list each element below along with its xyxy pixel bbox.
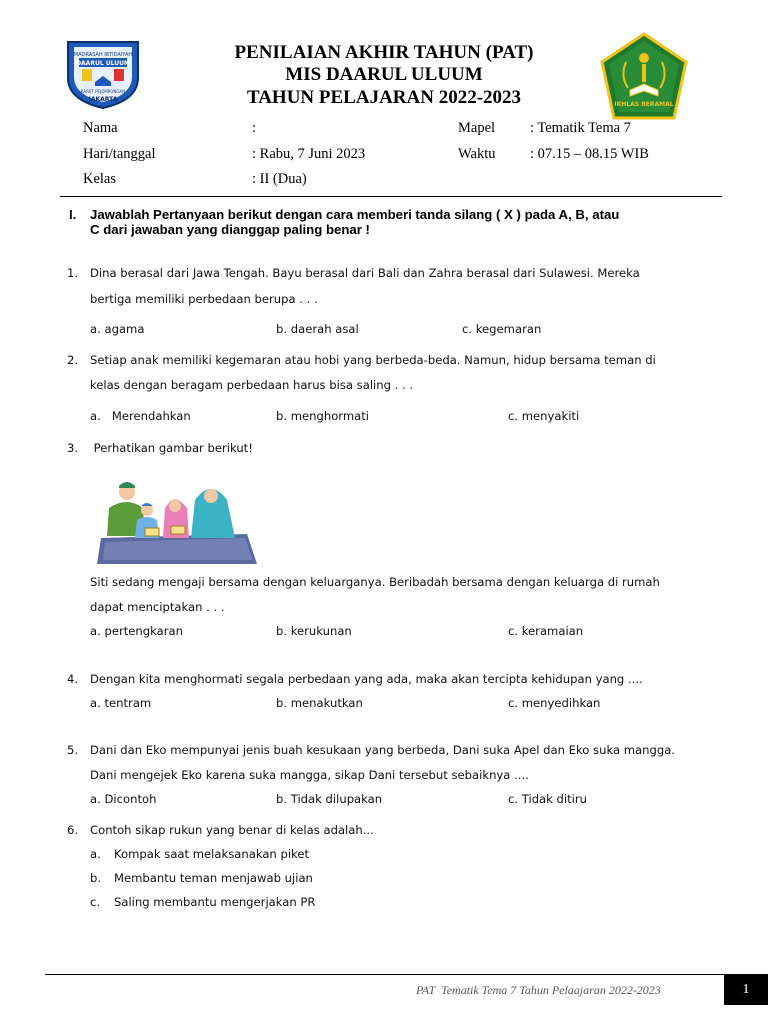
- question-1-line-1: Dina berasal dari Jawa Tengah. Bayu berasal dari Bali dan Zahra berasal dari Sulawesi. Mereka: [90, 266, 640, 280]
- kelas-value: : II (Dua): [252, 171, 307, 187]
- nama-label: Nama: [83, 120, 118, 136]
- question-5-option-a[interactable]: a. Dicontoh: [90, 792, 157, 806]
- page-number: 1: [742, 982, 750, 997]
- instruction-line-2: C dari jawaban yang dianggap paling benar !: [90, 222, 370, 237]
- question-3-option-c[interactable]: c. keramaian: [508, 624, 584, 638]
- question-6-option-c-text[interactable]: Saling membantu mengerjakan PR: [114, 895, 316, 909]
- question-4-number: 4.: [67, 672, 79, 686]
- question-6-option-a-text[interactable]: Kompak saat melaksanakan piket: [114, 847, 310, 861]
- instruction-number: I.: [69, 207, 77, 222]
- title-line-2: MIS DAARUL ULUUM: [285, 64, 483, 85]
- footer-divider: [45, 974, 768, 975]
- question-2-number: 2.: [67, 353, 79, 367]
- question-5-line-2: Dani mengejek Eko karena suka mangga, sikap Dani tersebut sebaiknya ....: [90, 768, 529, 782]
- nama-value: :: [252, 120, 257, 136]
- question-3-line-3: dapat menciptakan . . .: [90, 600, 225, 614]
- question-3-line-1: Perhatikan gambar berikut!: [90, 441, 253, 455]
- mapel-value: : Tematik Tema 7: [530, 120, 631, 136]
- question-3-line-2: Siti sedang mengaji bersama dengan keluarganya. Beribadah bersama dengan keluarga di rumah: [90, 575, 660, 589]
- hari-label: Hari/tanggal: [83, 146, 156, 162]
- question-4-option-b[interactable]: b. menakutkan: [276, 696, 363, 710]
- question-6-option-c-letter[interactable]: c.: [90, 895, 101, 909]
- question-3-option-a[interactable]: a. pertengkaran: [90, 624, 183, 638]
- question-5-option-c[interactable]: c. Tidak ditiru: [508, 792, 588, 806]
- mapel-label: Mapel: [458, 120, 496, 136]
- kemenag-logo-text: IKHLAS BERAMAL: [614, 101, 674, 108]
- question-3-option-b[interactable]: b. kerukunan: [276, 624, 352, 638]
- kemenag-logo: [598, 32, 690, 124]
- header-divider: [60, 196, 722, 197]
- school-logo-top-text: MADRASAH IBTIDAIYAH: [73, 52, 133, 58]
- school-logo-sub: KARET PEJOMPONGAN: [80, 89, 126, 94]
- page-number-box: [724, 975, 768, 1005]
- question-1-option-c[interactable]: c. kegemaran: [462, 322, 542, 336]
- question-1-option-a[interactable]: a. agama: [90, 322, 145, 336]
- hari-value: : Rabu, 7 Juni 2023: [252, 146, 366, 162]
- question-2-option-c[interactable]: c. menyakiti: [508, 409, 580, 423]
- kelas-label: Kelas: [83, 171, 117, 187]
- question-6-option-b-letter[interactable]: b.: [90, 871, 102, 885]
- question-5-option-b[interactable]: b. Tidak dilupakan: [276, 792, 383, 806]
- family-praying-illustration: [97, 478, 259, 566]
- instruction-line-1: Jawablah Pertanyaan berikut dengan cara memberi tanda silang ( X ) pada A, B, atau: [90, 207, 620, 222]
- question-5-number: 5.: [67, 743, 79, 757]
- title-line-3: TAHUN PELAJARAN 2022-2023: [246, 87, 522, 108]
- waktu-label: Waktu: [458, 146, 496, 162]
- footer-text: PAT Tematik Tema 7 Tahun Pelaajaran 2022-2023: [416, 983, 661, 997]
- title-line-1: PENILAIAN AKHIR TAHUN (PAT): [234, 42, 534, 63]
- question-6-option-b-text[interactable]: Membantu teman menjawab ujian: [114, 871, 313, 885]
- question-6-option-a-letter[interactable]: a.: [90, 847, 101, 861]
- question-2-option-b[interactable]: b. menghormati: [276, 409, 370, 423]
- question-1-option-b[interactable]: b. daerah asal: [276, 322, 359, 336]
- question-6-number: 6.: [67, 823, 79, 837]
- question-5-line-1: Dani dan Eko mempunyai jenis buah kesukaan yang berbeda, Dani suka Apel dan Eko suka mangga.: [90, 743, 675, 757]
- school-logo-city: JAKARTA: [88, 96, 118, 103]
- question-4-line-1: Dengan kita menghormati segala perbedaan yang ada, maka akan tercipta kehidupan yang ....: [90, 672, 643, 686]
- question-2-option-a[interactable]: a. Merendahkan: [90, 409, 191, 423]
- question-1-number: 1.: [67, 266, 79, 280]
- question-1-line-2: bertiga memiliki perbedaan berupa . . .: [90, 292, 318, 306]
- question-6-line-1: Contoh sikap rukun yang benar di kelas adalah...: [90, 823, 374, 837]
- question-4-option-a[interactable]: a. tentram: [90, 696, 152, 710]
- question-4-option-c[interactable]: c. menyedihkan: [508, 696, 601, 710]
- question-2-line-2: kelas dengan beragam perbedaan harus bisa saling . . .: [90, 378, 414, 392]
- school-logo-name: DAARUL ULUUM: [76, 60, 130, 67]
- waktu-value: : 07.15 – 08.15 WIB: [530, 146, 649, 162]
- question-3-number: 3.: [67, 441, 79, 455]
- question-2-line-1: Setiap anak memiliki kegemaran atau hobi yang berbeda-beda. Namun, hidup bersama teman di: [90, 353, 656, 367]
